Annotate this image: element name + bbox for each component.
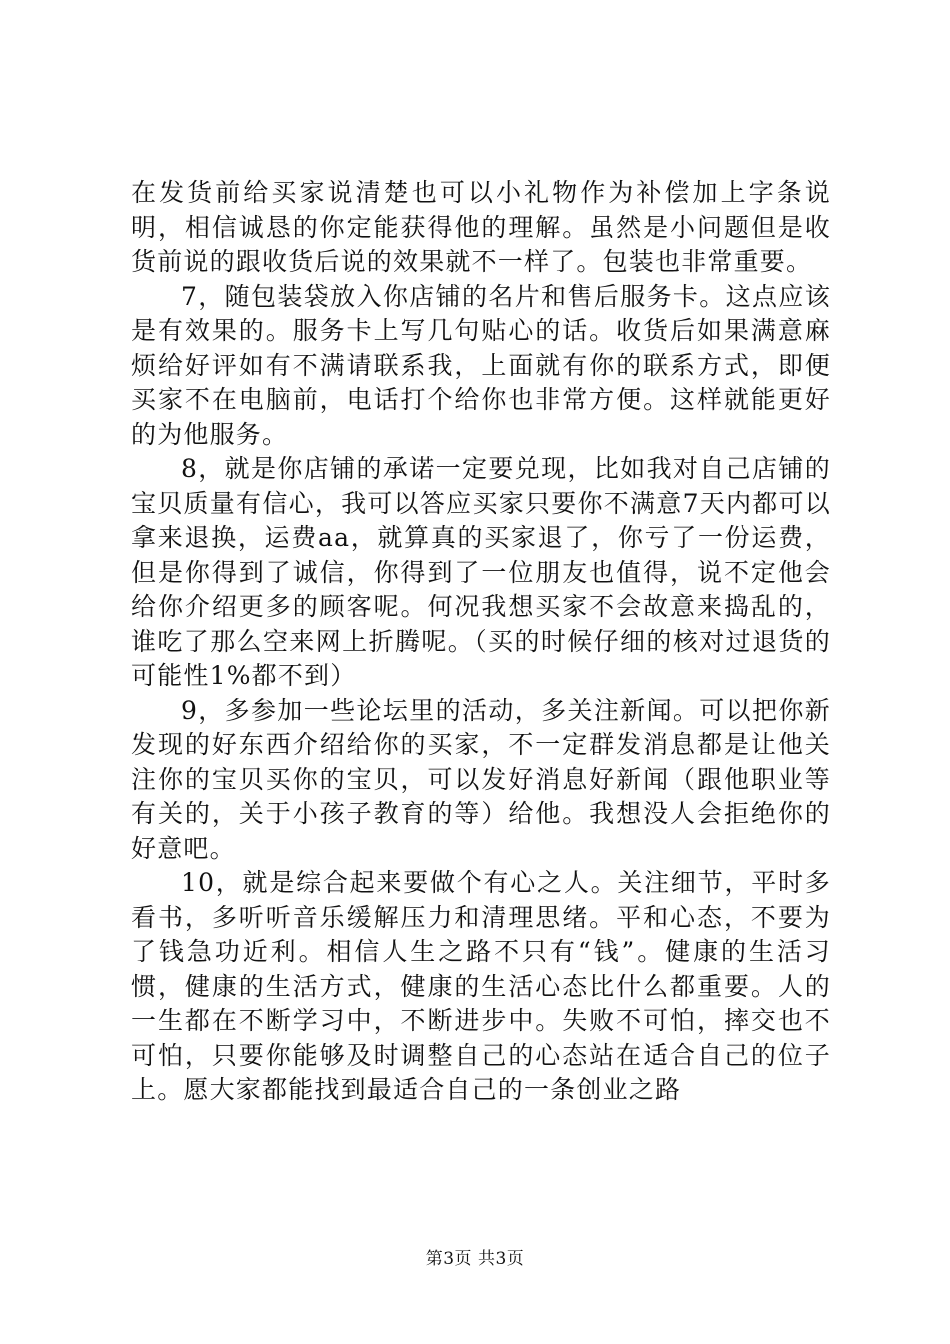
paragraph-continued: 在发货前给买家说清楚也可以小礼物作为补偿加上字条说明，相信诚恳的你定能获得他的理解。虽然是小问题但是收货前说的跟收货后说的效果就不一样了。包装也非常重要。 <box>131 178 831 276</box>
paragraph-item-9: 9，多参加一些论坛里的活动，多关注新闻。可以把你新发现的好东西介绍给你的买家，不一定群发消息都是让他关注你的宝贝买你的宝贝，可以发好消息好新闻（跟他职业等有关的，关于小孩子教育的等）给他。我想没人会拒绝你的好意吧。 <box>131 695 831 863</box>
document-body <box>131 176 831 1108</box>
paragraph-item-8: 8，就是你店铺的承诺一定要兑现，比如我对自己店铺的宝贝质量有信心，我可以答应买家只要你不满意7天内都可以拿来退换，运费aa，就算真的买家退了，你亏了一份运费，但是你得到了诚信，你得到了一位朋友也值得，说不定他会给你介绍更多的顾客呢。何况我想买家不会故意来捣乱的，谁吃了那么空来网上折腾呢。（买的时候仔细的核对过退货的可能性1%都不到） <box>131 454 831 690</box>
paragraph-item-10: 10，就是综合起来要做个有心之人。关注细节，平时多看书，多听听音乐缓解压力和清理思绪。平和心态，不要为了钱急功近利。相信人生之路不只有“钱”。健康的生活习惯，健康的生活方式，健康的生活心态比什么都重要。人的一生都在不断学习中，不断进步中。失败不可怕，摔交也不可怕，只要你能够及时调整自己的心态站在适合自己的位子上。愿大家都能找到最适合自己的一条创业之路 <box>131 868 831 1104</box>
paragraph-item-7: 7，随包装袋放入你店铺的名片和售后服务卡。这点应该是有效果的。服务卡上写几句贴心的话。收货后如果满意麻烦给好评如有不满请联系我，上面就有你的联系方式，即便买家不在电脑前，电话打个给你也非常方便。这样就能更好的为他服务。 <box>131 281 831 449</box>
page-number-footer: 第3页 共3页 <box>425 1249 525 1269</box>
